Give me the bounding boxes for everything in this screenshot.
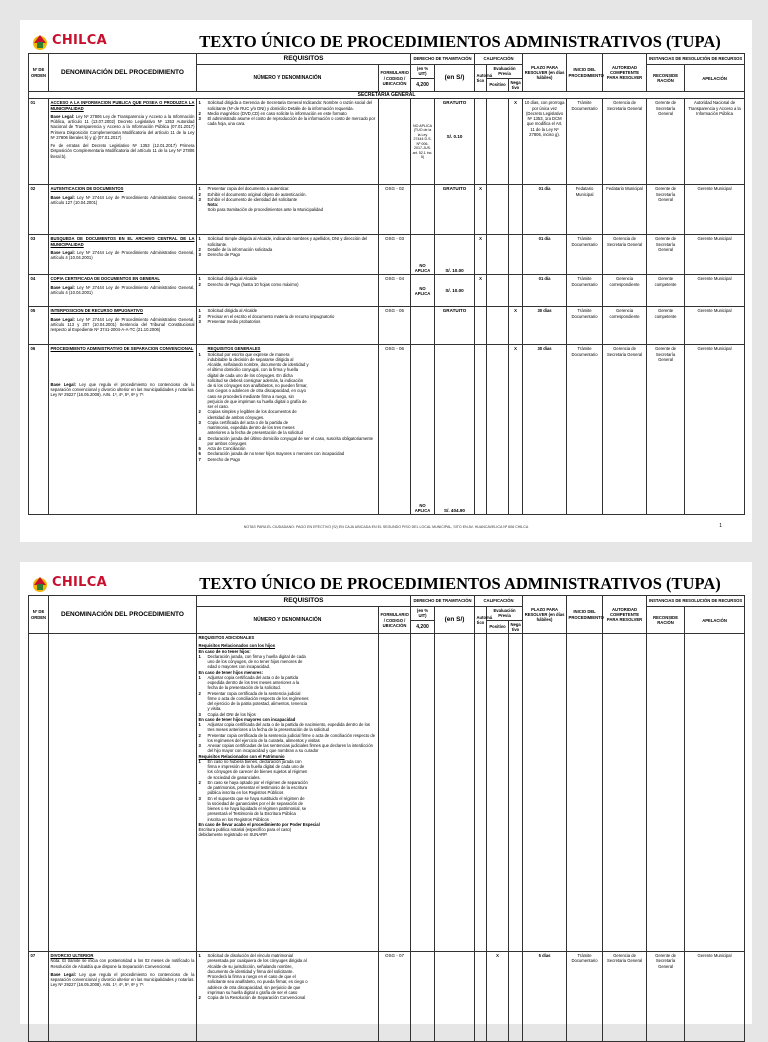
list-item: 3 Copia del DNI de los hijos: [198, 711, 256, 717]
list-item: 4 Declaración jurada del último domicilio conyugal de ser el caso, suscrita obligatoriamente por ambos cónyuges: [198, 435, 373, 446]
base-legal: Ley Nº 27806 Ley de Transparencia y Acceso a la Información Pública, artículo 11 (13.07.2002) Decreto Legislativo Nº 1353 Autoridad Nacional de Transparencia y Acceso a la Información Pública (07.01.2017) Primera Disposición Complementaria Modificatoria del artículo 11 de la Ley Nº 27806 literales b) y g) (07.01.2017): [50, 113, 195, 140]
col-n-orden: Nº DE ORDEN: [29, 54, 49, 92]
plazo-cell: 10 días, con prorroga por única vez (Decreto Legislativo Nº 1353, 1ra DCM que modifica el Art. 11 de la Ley Nº 27806, inciso g).: [523, 99, 567, 185]
requirements-cell: [197, 235, 379, 275]
list-item: 1 Declaración jurada, con firma y huella digital de cada uno de los cónyuges, de no tener hijos menores de edad o mayores con incapacidad.: [198, 653, 306, 670]
procedure-name: AUTENTICACION DE DOCUMENTOS: [50, 186, 124, 192]
list-item: 1 Solicitud de disolución del vínculo matrimonial presentada por cualquiera de los cónyuges dirigida al Alcalde de su jurisdicción, señalando nombre, documento de identidad y firma del solicitante. Procederá la firma a ruego en el caso de que el solicitante sea analfabeto, no pueda firmar, es ciego o adolece de otra discapacidad, sin perjuicio de que impriman su huella digital o grafía de ser el caso: [198, 953, 308, 995]
col-negativo: Nega tivo: [510, 79, 521, 90]
base-legal: Ley Nº 27444 Ley de Procedimiento Administrativo General, artículo 4 (10.04.2001): [50, 284, 195, 295]
table-row: [29, 634, 745, 952]
list-item: 1 Solicitud dirigida al Alcalde: [198, 276, 258, 282]
col-instancias: INSTANCIAS DE RESOLUCIÓN DE RECURSOS: [647, 54, 745, 65]
logo-text: CHILCA: [52, 575, 107, 590]
col-denominacion: DENOMINACIÓN DEL PROCEDIMIENTO: [49, 54, 197, 92]
table-row: 06 PROCEDIMIENTO ADMINISTRATIVO DE SEPARACION CONVENCIONAL Base Legal: Ley que regula el procedimiento no contencioso de la separación convencional y divorcio ulterior en las municipalidades y notarías. Ley Nº 29227 (16.05.2008). Arts. 1º, 4º, 5º, 6º y 7º. REQUISITOS GENERALES 1 Solicitud por escrito que exprese de manera indubitable la decisión de separarse dirigida al Alcalde, señalando nombre, documento de identidad y el último domicilio conyugal, con la firma y huella digital de cada uno de los cónyuges. En dicha solicitud se deberá consignar además, la indicación de si los cónyuges son analfabetos, no pueden firmar, son ciegos o adolecen de otra discapacidad, en cuyo caso se procederá mediante firma a ruego, sin perjuicio de que impriman su huella digital o grafía de ser el caso. 2 Copias simples y legibles de los documentos de identidad de ambos cónyuges. 3 Copia certificada del acta o de la partida de matrimonio, expedida dentro de los tres meses anteriores a la fecha de presentación de la solicitud 4 Declaración jurada del último domicilio conyugal de ser el caso, suscrita obligatoriamente por ambos cónyuges 5 Acta de Conciliación 6 Declaración jurada de no tener hijos mayores o menores con incapacidad 7 Derecho de Pago OSG - 06 NO APLICA S/. 404.90 X 30 días Trámite Documentario Gerencia de Secretaria General Gerente de Secretaría General Gerente Municipal: [29, 345, 745, 515]
procedure-name: ACCESO A LA INFORMACION PUBLICA QUE POSEA O PRODUZCA LA MUNICIPALIDAD: [50, 100, 195, 111]
apelacion-cell: Autoridad Nacional de Transparencia y Acceso a la Información Pública: [685, 99, 745, 185]
logo-emblem-icon: [30, 32, 50, 52]
list-item: 3 Copia certificada del acta o de la partida de matrimonio, expedida dentro de los tres meses anteriores a la fecha de presentación de la solicitud: [198, 419, 303, 436]
list-item: 6 Declaración jurada de no tener hijos mayores o menores con incapacidad: [198, 451, 345, 457]
list-item: 2 Medio magnético (DVD,CD) en caso solicite la información en este formato: [198, 110, 347, 116]
base-legal: Ley que regula el procedimiento no contencioso de la separación convencional y divorcio ulterior en las municipalidades y notarías. Ley Nº 29227 (16.05.2008). Arts. 1º, 4º, 5º, 6º y 7º.: [50, 971, 195, 988]
list-item: 1 Solicitud dirigida al Alcalde: [198, 308, 258, 314]
col-autoridad: AUTORIDAD COMPETENTE PARA RESOLVER: [603, 54, 647, 92]
municipality-logo: [30, 32, 107, 52]
requirements-cell: [197, 99, 379, 185]
base-legal: Ley Nº 27444 Ley de Procedimiento Administrativo General, artículo 113 y 207 (10.04.2001) Sentencia del Tribunal Constitucional respecto al Expediente Nº 3741-2004-A-A-TC (21.10.2006): [50, 316, 195, 333]
requirements-cell: [197, 307, 379, 345]
list-item: 2 Copia de la Resolución de Separación Convencional: [198, 995, 306, 1001]
list-item: 2 En caso se haya optado por el régimen de separación de patrimonios, presentar el testimonio de la escritura pública inscrita en los Registros Públicos: [198, 779, 308, 796]
requirements-cell: REQUISITOS GENERALES 1 Solicitud por escrito que exprese de manera indubitable la decisión de separarse dirigida al Alcalde, señalando nombre, documento de identidad y el último domicilio conyugal, con la firma y huella digital de cada uno de los cónyuges. En dicha solicitud se deberá consignar además, la indicación de si los cónyuges son analfabetos, no pueden firmar, son ciegos o adolecen de otra discapacidad, en cuyo caso se procederá mediante firma a ruego, sin perjuicio de que impriman su huella digital o grafía de ser el caso. 2 Copias simples y legibles de los documentos de identidad de ambos cónyuges. 3 Copia certificada del acta o de la partida de matrimonio, expedida dentro de los tres meses anteriores a la fecha de presentación de la solicitud 4 Declaración jurada del último domicilio conyugal de ser el caso, suscrita obligatoriamente por ambos cónyuges 5 Acta de Conciliación 6 Declaración jurada de no tener hijos mayores o menores con incapacidad 7 Derecho de Pago: [197, 345, 379, 515]
page-number: 1: [719, 523, 722, 529]
list-item: 3 El administrado asume el costo de reproducción de la información o costo de mercado por cada hoja, una cara.: [198, 116, 376, 127]
procedure-name: DIVORCIO ULTERIOR: [50, 953, 94, 959]
fee-cell: GRATUITO S/. 0.10: [435, 99, 475, 185]
list-item: 3 Anexar copias certificadas de las sentencias judiciales firmes que declaren la interdicción del hijo mayor con incapacidad y que nombran a su curador: [198, 743, 373, 754]
table-row: 01 ACCESO A LA INFORMACION PUBLICA QUE POSEA O PRODUZCA LA MUNICIPALIDAD Base Legal: Ley Nº 27806 Ley de Transparencia y Acceso a la Información Pública, artículo 11 (13.07.2002) Decreto Legislativo Nº 1353 Autoridad Nacional de Transparencia y Acceso a la Información Pública (07.01.2017) Primera Disposición Complementaria Modificatoria del artículo 11 de la Ley Nº 27806 literales b) y g) (07.01.2017) Fe de erratas del Decreto Legislativo Nº 1353 (12.01.2017) Primera Disposición Complementaria Modificatoria del artículo 11 de la Ley Nº 27806 literal b). 1 Solicitud dirigida a Gerencia de Secretaria General Indicando: Nombre o razón social del solicitante (Nº de RUC y/o DNI) y domicilio Detalle de la información requerida. 2 Medio magnético (DVD,CD) en caso solicite la información en este formato 3 El administrado asume el costo de reproducción de la información o costo de mercado por cada hoja, una cara. NO APLICA (TUO de la la Ley 27444 D.S. Nº 006-2017-JUS. art. 52.1 inc. 5) GRATUITO S/. 0.10 X 10 días, con prorroga por única vez (Decreto Legislativo Nº 1353, 1ra DCM que modifica el Art. 11 de la Ley Nº 27806, inciso g). Trámite Documentario Gerencia de Secretaria General Gerente de Secretaría General Autoridad Nacional de Transparencia y Acceso a la Información Pública: [29, 99, 745, 185]
col-plazo: PLAZO PARA RESOLVER (en días hábiles): [523, 54, 567, 92]
procedure-name-cell: ACCESO A LA INFORMACION PUBLICA QUE POSEA O PRODUZCA LA MUNICIPALIDAD Base Legal: Ley Nº 27806 Ley de Transparencia y Acceso a la Información Pública, artículo 11 (13.07.2002) Decreto Legislativo Nº 1353 Autoridad Nacional de Transparencia y Acceso a la Información Pública (07.01.2017) Primera Disposición Complementaria Modificatoria del artículo 11 de la Ley Nº 27806 literales b) y g) (07.01.2017) Fe de erratas del Decreto Legislativo Nº 1353 (12.01.2017) Primera Disposición Complementaria Modificatoria del artículo 11 de la Ley Nº 27806 literal b).: [49, 99, 197, 185]
col-calificacion: CALIFICACIÓN: [475, 54, 523, 65]
col-evaluacion-previa: Evaluación Previa: [487, 65, 523, 79]
list-item: 1 Adjuntar copia certificada del acta o de la partida expedida dentro de los tres meses anteriores a la fecha de la presentación de la solicitud.: [198, 674, 300, 691]
col-numero-denominacion: NÚMERO Y DENOMINACIÓN: [197, 65, 379, 92]
col-uit-value: 4,200: [411, 78, 435, 92]
header-row: Nº DE ORDEN DENOMINACIÓN DEL PROCEDIMIENTO REQUISITOS DERECHO DE TRAMITACIÓN CALIFICACIÓN PLAZO PARA RESOLVER (en días hábiles) INICIO DEL PROCEDIMIENTO AUTORIDAD COMPETENTE PARA RESOLVER INSTANCIAS DE RESOLUCIÓN DE RECURSOS: [29, 596, 745, 607]
requirements-cell: [197, 952, 379, 1042]
reconsideracion-cell: Gerente de Secretaría General: [647, 99, 685, 185]
page-title: TEXTO ÚNICO DE PROCEDIMIENTOS ADMINISTRATIVOS (TUPA): [199, 574, 721, 593]
procedure-name: COPIA CERTIFICADA DE DOCUMENTOS EN GENERAL: [50, 276, 160, 282]
col-requisitos: REQUISITOS: [197, 54, 411, 65]
col-apelacion: APELACIÓN: [685, 65, 745, 92]
procedure-name: BUSQUEDA DE DOCUMENTOS EN EL ARCHIVO CENTRAL DE LA MUNICIPALIDAD: [50, 236, 195, 247]
row-number: 01: [29, 99, 49, 185]
list-item: 2 Exhibir el documento original objeto de autenticación.: [198, 191, 307, 197]
base-legal: Ley Nº 27444 Ley de Procedimiento Administrativo General, artículo 4 (10.04.2001): [50, 249, 195, 261]
additional-requirements-cell: REQUISITOS ADICIONALES Requisitos Relacionados con los hijos En caso de no tener hijos: 1 Declaración jurada, con firma y huella digital de cada uno de los cónyuges, de no tener hijos menores de edad o mayores con incapacidad. En caso de tener hijos menores: 1 Adjuntar copia certificada del acta o de la partida expedida dentro de los tres meses anteriores a la fecha de la presentación de la solicitud. 2 Presentar copia certificada de la sentencia judicial firme o acta de conciliación respecto de los regímenes del ejercicio de la patria potestad, alimentos, tenencia y visita. 3 Copia del DNI de los hijos En caso de tener hijos mayores con incapacidad 1 Adjuntar copia certificada del acta o de la partida de nacimiento, expedida dentro de los tres meses anteriores a la fecha de la presentación de la solicitud 2 Presentar copia certificada de la sentencia judicial firme o acta de conciliación respecto de los regímenes del ejercicio de la curatela, alimentos y visitas 3 Anexar copias certificadas de las sentencias judiciales firmes que declaren la interdicción del hijo mayor con incapacidad y que nombran a su curador Requisitos Relacionados con el Patrimonio 1 En caso no hubiera bienes, declaración jurada con firma e impresión de la huella digital de cada uno de los cónyuges de carecer de bienes sujetos al régimen de sociedad de gananciales. 2 En caso se haya optado por el régimen de separación de patrimonios, presentar el testimonio de la escritura pública inscrita en los Registros Públicos 3 En el supuesto que se haya sustituido el régimen de la sociedad de gananciales por el de separación de bienes o se haya liquidado el régimen patrimonial, se presentará el Testimonio de la Escritura Pública inscrita en los Registros Públicos En caso de llevar acabo el procedimiento por Poder Especial Escritura publica notarial (específico para el caso) debidamente registrado en SUNARP.: [197, 634, 379, 952]
procedure-name: PROCEDIMIENTO ADMINISTRATIVO DE SEPARACION CONVENCIONAL: [50, 346, 194, 352]
table-row: 04 COPIA CERTIFICADA DE DOCUMENTOS EN GENERAL Base Legal: Ley Nº 27444 Ley de Procedimiento Administrativo General, artículo 4 (10.04.2001) 1 Solicitud dirigida al Alcalde 2 Derecho de Pago (hasta 10 hojas como máximo) OSG - 04 NO APLICA S/. 10.00 X 01 día Trámite Documentario Gerencia correspondiente Gerente competente Gerente Municipal: [29, 275, 745, 307]
autoridad-cell: Gerencia de Secretaria General: [603, 99, 647, 185]
inicio-cell: Trámite Documentario: [567, 99, 603, 185]
list-item: 3 Derecho de Pago: [198, 252, 241, 258]
tupa-table: [28, 53, 745, 515]
list-item: 2 Copias simples y legibles de los documentos de identidad de ambos cónyuges.: [198, 409, 297, 420]
list-item: 2 Presentar copia certificada de la sentencia judicial firme o acta de conciliación respecto de los regímenes del ejercicio de la patria potestad, alimentos, tenencia y visita.: [198, 690, 309, 712]
list-item: 5 Acta de Conciliación: [198, 446, 246, 452]
logo-emblem-icon: [30, 574, 50, 594]
section-row: SECRETARIA GENERAL: [29, 92, 745, 99]
list-item: 1 En caso no hubiera bienes, declaración jurada con firma e impresión de la huella digital de cada uno de los cónyuges de carecer de bienes sujetos al régimen de sociedad de gananciales.: [198, 758, 308, 780]
list-item: 1 Solicitud Simple dirigida al Alcalde, indicando nombres y apellidos, DNI y dirección del solicitante.: [198, 236, 368, 247]
list-item: 3 Exhibir el documento de identidad del solicitante: [198, 196, 298, 202]
list-item: 1 Adjuntar copia certificada del acta o de la partida de nacimiento, expedida dentro de los tres meses anteriores a la fecha de la presentación de la solicitud: [198, 722, 370, 733]
list-item: 2 Derecho de Pago (hasta 10 hojas como máximo): [198, 281, 299, 287]
table-row: 05 INTERPOSICION DE RECURSO IMPUGNATIVO Base Legal: Ley Nº 27444 Ley de Procedimiento Administrativo General, artículo 113 y 207 (10.04.2001) Sentencia del Tribunal Constitucional respecto al Expediente Nº 3741-2004-A-A-TC (21.10.2006) 1 Solicitud dirigida al Alcalde 2 Precisar en el escrito el documento materia de recurso impugnatorio 3 Presentar medio probatorios OSG - 05 GRATUITO X 30 días Trámite Documentario Gerencia correspondiente Gerente competente Gerente Municipal: [29, 307, 745, 345]
col-positivo: Positivo: [487, 78, 509, 92]
list-item: 3 En el supuesto que se haya sustituido el régimen de la sociedad de gananciales por el de separación de bienes o se haya liquidado el régimen patrimonial, se presentará el Testimonio de la Escritura Pública inscrita en los Registros Públicos: [198, 795, 307, 822]
list-item: 3 Presentar medio probatorios: [198, 318, 261, 324]
col-inicio: INICIO DEL PROCEDIMIENTO: [567, 54, 603, 92]
list-item: 2 Presentar copia certificada de la sentencia judicial firme o acta de conciliación respecto de los regímenes del ejercicio de la curatela, alimentos y visitas: [198, 732, 376, 743]
logo-text: CHILCA: [52, 33, 107, 48]
base-legal-extra: Fe de erratas del Decreto Legislativo Nº 1353 (12.01.2017) Primera Disposición Complementaria Modificatoria del artículo 11 de la Ley Nº 27806 literal b).: [50, 143, 195, 159]
table-row: 03 BUSQUEDA DE DOCUMENTOS EN EL ARCHIVO CENTRAL DE LA MUNICIPALIDAD Base Legal: Ley Nº 27444 Ley de Procedimiento Administrativo General, artículo 4 (10.04.2001) 1 Solicitud Simple dirigida al Alcalde, indicando nombres y apellidos, DNI y dirección del solicitante. 2 Detalle de la información solicitada 3 Derecho de Pago OSG - 03 NO APLICA S/. 10.00 X 01 día Trámite Documentario Gerencia de Secretaria General Gerente de Secretaría General Gerente Municipal: [29, 235, 745, 275]
tupa-table: Nº DE ORDEN DENOMINACIÓN DEL PROCEDIMIENTO REQUISITOS DERECHO DE TRAMITACIÓN CALIFICACIÓN PLAZO PARA RESOLVER (en días hábiles) INICIO DEL PROCEDIMIENTO AUTORIDAD COMPETENTE PARA RESOLVER INSTANCIAS DE RESOLUCIÓN DE RECURSOS NÚMERO Y DENOMINACIÓN FORMULARIO / CODIGO / UBICACIÓN (en % UIT) (en S/) Automá tico Evaluación Previa RECONSIDE RACIÓN APELACIÓN 4,200 Positivo Nega tivo REQUISITOS ADICIONALES Requisitos Relacionados con los hijos En caso de no tener hijos: 1 Declaración jurada, con firma y huella digital de cada uno de los cónyuges, de no tener hijos menores de edad o mayores con incapacidad. En caso de tener hijos menores: 1 Adjuntar copia certificada del acta o de la partida expedida dentro de los tres meses anteriores a la fecha de la presentación de la solicitud. 2 Presentar copia certificada de la sentencia judicial firme o acta de conciliación respecto de los regímenes del ejercicio de la patria potestad, alimentos, tenencia y visita. 3 Copia del DNI de los hijos En caso de tener hijos mayores con incapacidad 1 Adjuntar copia certificada del acta o de la partida de nacimiento, expedida dentro de los tres meses anteriores a la fecha de la presentación de la solicitud 2 Presentar copia certificada de la sentencia judicial firme o acta de conciliación respecto de los regímenes del ejercicio de la curatela, alimentos y visitas 3 Anexar copias certificadas de las sentencias judiciales firmes que declaren la interdicción del hijo mayor con incapacidad y que nombran a su curador Requisitos Relacionados con el Patrimonio 1 En caso no hubiera bienes, declaración jurada con firma e impresión de la huella digital de cada uno de los cónyuges de carecer de bienes sujetos al régimen de sociedad de gananciales. 2 En caso se haya optado por el régimen de separación de patrimonios, presentar el testimonio de la escritura pública inscrita en los Registros Públicos 3 En el supuesto que se haya sustituido el régimen de la sociedad de gananciales por el de separación de bienes o se haya liquidado el régimen patrimonial, se presentará el Testimonio de la Escritura Pública inscrita en los Registros Públicos En caso de llevar acabo el procedimiento por Poder Especial Escritura publica notarial (específico para el caso) debidamente registrado en SUNARP. 07 DIVORCIO ULTERIOR Nota: El trámite se inicia con posterioridad a los 02 meses de notificado la Resolución de Alcaldía que dispone la Separación Convencional. Base Legal: Ley que regula el procedimiento no contencioso de la separación convencional y divorcio ulterior en las municipalidades y notarías. Ley Nº 29227 (16.05.2008). Arts. 1º, 4º, 5º, 6º y 7º. 1 Solicitud de disolución del vínculo matrimonial presentada por cualquiera de los cónyuges dirigida al Alcalde de su jurisdicción, señalando nombre, documento de identidad y firma del solicitante. Procederá la firma a ruego en el caso de que el solicitante sea analfabeto, no pueda firmar, es ciego o adolece de otra discapacidad, sin perjuicio de que impriman su huella digital o grafía de ser el caso 2 Copia de la Resolución de Separación Convencional OSG - 07 X 5 días Trámite Documentario Gerencia de Secretaria General Gerente de Secretaría General Gerente Municipal: [28, 595, 745, 1042]
col-automatico: Automá tico: [475, 65, 487, 92]
page-title: TEXTO ÚNICO DE PROCEDIMIENTOS ADMINISTRATIVOS (TUPA): [199, 32, 721, 51]
footer-notes: NOTAS PARA EL CIUDADANO: PAGO EN EFECTIVO (S/) EN CAJA UBICADA EN EL SEGUNDO PISO DEL LOCAL MUNICIPAL, SITO EN AV. HUANCAVELICA Nº 608 CHILCA: [243, 525, 529, 529]
requirements-cell: 1 Presentar copia del documento a autenticar. 2 Exhibir el documento original objeto de autenticación. 3 Exhibir el documento de identidad del solicitante Nota: Solo para tramitación de procedimientos ante la Municipalidad: [197, 185, 379, 235]
list-item: 1 Solicitud dirigida a Gerencia de Secretaria General Indicando: Nombre o razón social del solicitante (Nº de RUC y/o DNI) y domicilio Detalle de la información requerida.: [198, 100, 373, 111]
list-item: 7 Derecho de Pago: [198, 456, 241, 462]
col-soles: (en S/): [435, 65, 475, 92]
list-item: 1 Presentar copia del documento a autenticar.: [198, 186, 290, 192]
col-formulario: FORMULARIO / CODIGO / UBICACIÓN: [379, 65, 411, 92]
col-uit: (en % UIT): [411, 65, 435, 79]
procedure-name: INTERPOSICION DE RECURSO IMPUGNATIVO: [50, 308, 144, 314]
requirements-cell: [197, 275, 379, 307]
table-row: 02 AUTENTICACION DE DOCUMENTOS Base Legal: Ley Nº 27444 Ley de Procedimiento Administrativo General, artículo 127 (10.04.2001) 1 Presentar copia del documento a autenticar. 2 Exhibir el documento original objeto de autenticación. 3 Exhibir el documento de identidad del solicitante Nota: Solo para tramitación de procedimientos ante la Municipalidad OSG - 02 GRATUITO X 01 día Fedatario Municipal Fedatario Municipal Gerente de Secretaría General Gerente Municipal: [29, 185, 745, 235]
document-page-2: [20, 562, 752, 1024]
col-reconsideracion: RECONSIDE RACIÓN: [647, 65, 685, 92]
list-item: 2 Precisar en el escrito el documento materia de recurso impugnatorio: [198, 313, 335, 319]
document-page-1: [20, 20, 752, 542]
base-legal: Ley que regula el procedimiento no contencioso de la separación convencional y divorcio ulterior en las municipalidades y notarías. Ley Nº 29227 (16.05.2008). Arts. 1º, 4º, 5º, 6º y 7º.: [50, 381, 195, 398]
form-code: [379, 99, 411, 185]
header-row: [29, 54, 745, 65]
base-legal: Ley Nº 27444 Ley de Procedimiento Administrativo General, artículo 127 (10.04.2001): [50, 194, 195, 205]
uit-cell: NO APLICA (TUO de la la Ley 27444 D.S. Nº 006-2017-JUS. art. 52.1 inc. 5): [411, 99, 435, 185]
col-derecho: DERECHO DE TRAMITACIÓN: [411, 54, 475, 65]
table-row: 07 DIVORCIO ULTERIOR Nota: El trámite se inicia con posterioridad a los 02 meses de notificado la Resolución de Alcaldía que dispone la Separación Convencional. Base Legal: Ley que regula el procedimiento no contencioso de la separación convencional y divorcio ulterior en las municipalidades y notarías. Ley Nº 29227 (16.05.2008). Arts. 1º, 4º, 5º, 6º y 7º. 1 Solicitud de disolución del vínculo matrimonial presentada por cualquiera de los cónyuges dirigida al Alcalde de su jurisdicción, señalando nombre, documento de identidad y firma del solicitante. Procederá la firma a ruego en el caso de que el solicitante sea analfabeto, no pueda firmar, es ciego o adolece de otra discapacidad, sin perjuicio de que impriman su huella digital o grafía de ser el caso 2 Copia de la Resolución de Separación Convencional OSG - 07 X 5 días Trámite Documentario Gerencia de Secretaria General Gerente de Secretaría General Gerente Municipal: [29, 952, 745, 1042]
municipality-logo: [30, 574, 107, 594]
list-item: 1 Solicitud por escrito que exprese de manera indubitable la decisión de separarse dirigida al Alcalde, señalando nombre, documento de identidad y el último domicilio conyugal, con la firma y huella digital de cada uno de los cónyuges. En dicha solicitud se deberá consignar además, la indicación de si los cónyuges son analfabetos, no pueden firmar, son ciegos o adolecen de otra discapacidad, en cuyo caso se procederá mediante firma a ruego, sin perjuicio de que impriman su huella digital o grafía de ser el caso.: [198, 351, 309, 410]
list-item: 2 Detalle de la información solicitada: [198, 246, 273, 252]
